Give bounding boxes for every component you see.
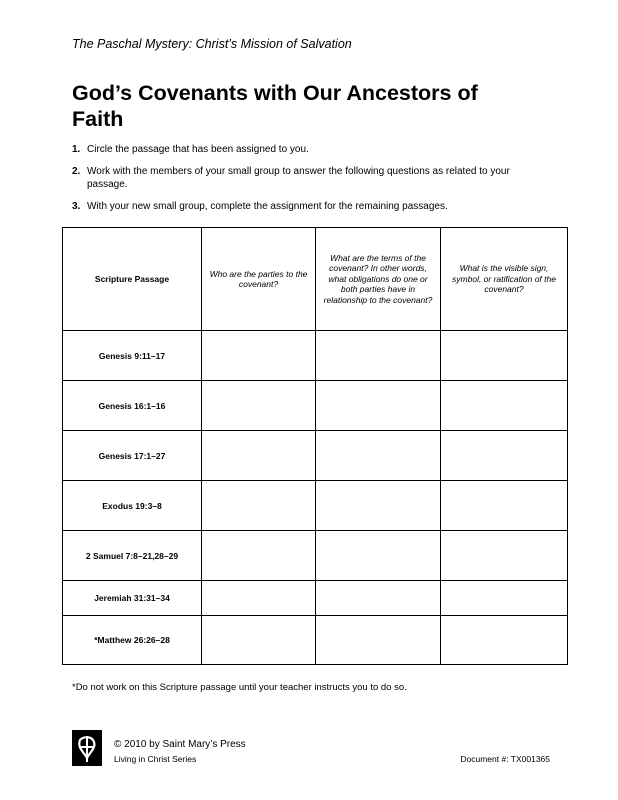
table-header-row bbox=[63, 228, 568, 331]
sign-answer-cell[interactable] bbox=[441, 481, 568, 531]
passage-cell: Genesis 17:1–27 bbox=[63, 431, 202, 481]
terms-answer-cell[interactable] bbox=[316, 481, 441, 531]
sign-answer-cell[interactable] bbox=[441, 531, 568, 581]
instruction-number: 3. bbox=[72, 201, 81, 212]
sign-answer-cell[interactable] bbox=[441, 331, 568, 381]
table-row bbox=[63, 581, 568, 616]
passage-cell: Exodus 19:3–8 bbox=[63, 481, 202, 531]
sign-answer-cell[interactable] bbox=[441, 581, 568, 616]
instruction-item bbox=[72, 165, 542, 191]
parties-answer-cell[interactable] bbox=[202, 531, 316, 581]
terms-answer-cell[interactable] bbox=[316, 616, 441, 665]
instruction-text: With your new small group, complete the assignment for the remaining passages. bbox=[87, 201, 448, 212]
instruction-text: Circle the passage that has been assigned to you. bbox=[87, 144, 309, 155]
table-row bbox=[63, 616, 568, 665]
column-header-parties: Who are the parties to the covenant? bbox=[202, 228, 316, 331]
column-header-terms: What are the terms of the covenant? In other words, what obligations do one or both parties have in relationship to the covenant? bbox=[316, 228, 441, 331]
instruction-text: Work with the members of your small group to answer the following questions as related to your passage. bbox=[87, 166, 510, 190]
terms-answer-cell[interactable] bbox=[316, 331, 441, 381]
terms-answer-cell[interactable] bbox=[316, 381, 441, 431]
page-title: God’s Covenants with Our Ancestors of Faith bbox=[72, 81, 478, 131]
instruction-item bbox=[72, 200, 542, 213]
parties-answer-cell[interactable] bbox=[202, 331, 316, 381]
instruction-list bbox=[72, 143, 542, 222]
instruction-number: 1. bbox=[72, 144, 81, 155]
passage-cell: Jeremiah 31:31–34 bbox=[63, 581, 202, 616]
page-footer bbox=[72, 730, 550, 770]
sign-answer-cell[interactable] bbox=[441, 616, 568, 665]
page-subtitle: The Paschal Mystery: Christ’s Mission of Salvation bbox=[72, 37, 352, 51]
terms-answer-cell[interactable] bbox=[316, 431, 441, 481]
table-row bbox=[63, 481, 568, 531]
instruction-number: 2. bbox=[72, 166, 81, 177]
footnote: *Do not work on this Scripture passage until your teacher instructs you to do so. bbox=[72, 682, 407, 693]
parties-answer-cell[interactable] bbox=[202, 381, 316, 431]
passage-cell: Genesis 9:11–17 bbox=[63, 331, 202, 381]
series-name: Living in Christ Series bbox=[114, 754, 197, 764]
passage-cell: Genesis 16:1–16 bbox=[63, 381, 202, 431]
sign-answer-cell[interactable] bbox=[441, 381, 568, 431]
parties-answer-cell[interactable] bbox=[202, 431, 316, 481]
covenant-worksheet-table bbox=[62, 227, 568, 665]
copyright-text: © 2010 by Saint Mary’s Press bbox=[114, 739, 246, 750]
instruction-item bbox=[72, 143, 542, 156]
column-header-sign: What is the visible sign, symbol, or ratification of the covenant? bbox=[441, 228, 568, 331]
parties-answer-cell[interactable] bbox=[202, 581, 316, 616]
terms-answer-cell[interactable] bbox=[316, 531, 441, 581]
table-row bbox=[63, 331, 568, 381]
table-row bbox=[63, 431, 568, 481]
column-header-passage: Scripture Passage bbox=[63, 228, 202, 331]
table-row bbox=[63, 531, 568, 581]
saint-marys-press-logo-icon bbox=[72, 730, 102, 766]
table-row bbox=[63, 381, 568, 431]
passage-cell: *Matthew 26:26–28 bbox=[63, 616, 202, 665]
parties-answer-cell[interactable] bbox=[202, 481, 316, 531]
parties-answer-cell[interactable] bbox=[202, 616, 316, 665]
sign-answer-cell[interactable] bbox=[441, 431, 568, 481]
passage-cell: 2 Samuel 7:8–21,28–29 bbox=[63, 531, 202, 581]
terms-answer-cell[interactable] bbox=[316, 581, 441, 616]
document-number: Document #: TX001365 bbox=[460, 754, 550, 764]
